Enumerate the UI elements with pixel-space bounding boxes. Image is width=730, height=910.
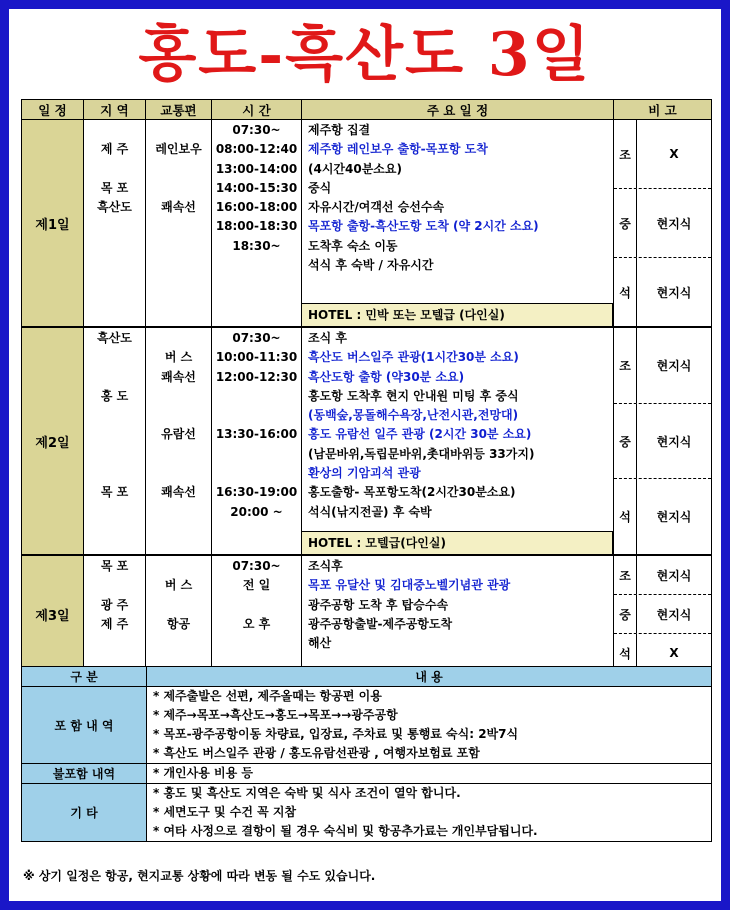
info-label: 기 타 (22, 784, 147, 842)
time-line (212, 596, 301, 615)
meal-type: 석 (614, 479, 637, 554)
time-line (212, 464, 301, 483)
transport-line: 유람선 (161, 427, 196, 442)
schedule-line: 자유시간/여객선 승선수속 (308, 200, 445, 215)
time-cell (212, 327, 302, 555)
schedule-line: 광주공항출발-제주공항도착 (308, 616, 453, 631)
info-header-category: 구 분 (22, 667, 147, 687)
schedule-line: 조식 후 (308, 331, 347, 345)
schedule-line: 중식 (308, 180, 332, 195)
schedule-line: (동백숲,몽돌해수욕장,난전시관,전망대) (308, 408, 519, 423)
header-transport: 교통편 (146, 100, 212, 120)
meal-row (614, 120, 711, 189)
region-line (84, 522, 145, 541)
transport-cell (146, 327, 212, 555)
info-label: 불포함 내역 (22, 764, 147, 784)
transport-line (146, 160, 211, 179)
transport-line (146, 634, 211, 653)
transport-line (146, 596, 211, 615)
region-cell (84, 555, 146, 673)
schedule-lines (302, 329, 613, 522)
transport-line (146, 387, 211, 406)
meal-type: 석 (614, 634, 637, 672)
footnote: ※ 상기 일정은 항공, 현지교통 상황에 따라 변동 될 수도 있습니다. (23, 869, 376, 883)
schedule-line: 홍도출항- 목포항도착(2시간30분소요) (308, 485, 516, 500)
transport-line: 버 스 (164, 578, 193, 593)
transport-line (146, 464, 211, 483)
region-line: 목 포 (100, 485, 129, 500)
meal-value: 현지식 (656, 510, 692, 525)
transport-line: 쾌속선 (161, 200, 196, 215)
time-line: 오 후 (242, 616, 271, 631)
region-line (84, 634, 145, 653)
transport-line (146, 256, 211, 275)
transport-line: 항공 (166, 616, 191, 631)
schedule-line: 해산 (308, 636, 332, 651)
meal-list (614, 328, 711, 554)
region-line (84, 425, 145, 444)
meal-type: 조 (614, 556, 637, 594)
schedule-line: 목포 유달산 및 김대중노벨기념관 관광 (308, 578, 511, 593)
time-line: 07:30~ (232, 559, 281, 573)
time-line: 18:00-18:30 (215, 219, 298, 234)
region-line (84, 217, 145, 236)
region-line (84, 160, 145, 179)
day-row (22, 120, 712, 328)
meal-type: 중 (614, 189, 637, 257)
schedule-lines (302, 121, 613, 275)
time-line: 13:30-16:00 (215, 427, 298, 442)
schedule-line: 석식(낚지전골) 후 숙박 (308, 504, 432, 519)
time-line: 10:00-11:30 (215, 350, 298, 365)
schedule-line: 흑산도항 출항 (약30분 소요) (308, 369, 465, 384)
meal-row (614, 595, 711, 634)
time-line (212, 256, 301, 275)
region-line: 목 포 (100, 559, 129, 573)
schedule-line: 도착후 숙소 이동 (308, 238, 398, 253)
time-line: 16:00-18:00 (215, 200, 298, 215)
info-line: * 세면도구 및 수건 꼭 지참 (153, 805, 297, 819)
day-label: 제3일 (22, 555, 84, 673)
meal-value: X (669, 147, 679, 161)
meal-row (614, 556, 711, 595)
region-line: 제 주 (100, 142, 129, 157)
time-line: 08:00-12:40 (215, 142, 298, 157)
time-line: 13:00-14:00 (215, 161, 298, 176)
meal-value: X (669, 646, 679, 660)
transport-line (146, 406, 211, 425)
region-line (84, 576, 145, 595)
info-header-content: 내 용 (147, 667, 712, 687)
transport-line (146, 557, 211, 576)
transport-line (146, 179, 211, 198)
meal-row (614, 328, 711, 404)
transport-line: 버 스 (164, 350, 193, 365)
time-line: 12:00-12:30 (215, 369, 298, 384)
schedule-line: 환상의 기암괴석 관광 (308, 466, 421, 481)
time-line: 전 일 (242, 578, 271, 593)
region-line (84, 406, 145, 425)
schedule-lines (302, 557, 613, 653)
meal-value: 현지식 (656, 358, 692, 373)
schedule-line: 홍도 유람선 일주 관광 (2시간 30분 소요) (308, 427, 532, 442)
time-line: 20:00 ~ (230, 504, 283, 519)
transport-line (146, 522, 211, 541)
meal-list (614, 556, 711, 672)
schedule-line: 광주공항 도착 후 탑승수속 (308, 597, 449, 612)
meal-type: 중 (614, 595, 637, 633)
time-line (212, 406, 301, 425)
schedule-line: (4시간40분소요) (308, 161, 402, 176)
schedule-cell (302, 555, 614, 673)
info-header-row (22, 667, 712, 687)
region-line: 제 주 (100, 616, 129, 631)
schedule-cell (302, 327, 614, 555)
header-schedule: 주 요 일 정 (302, 100, 614, 120)
region-line (84, 237, 145, 256)
region-cell (84, 120, 146, 328)
hotel-info: HOTEL : 모텔급(다인실) (302, 531, 613, 554)
time-line (212, 387, 301, 406)
time-cell (212, 120, 302, 328)
time-line: 16:30-19:00 (215, 485, 298, 500)
day-label: 제1일 (22, 120, 84, 328)
schedule-line: 제주항 집결 (308, 123, 371, 137)
header-time: 시 간 (212, 100, 302, 120)
header-day: 일 정 (22, 100, 84, 120)
time-line: 18:30~ (232, 238, 281, 253)
transport-line (146, 329, 211, 348)
transport-line: 쾌속선 (161, 369, 196, 384)
region-line: 목 포 (100, 180, 129, 195)
info-line: * 홍도 및 흑산도 지역은 숙박 및 식사 조건이 열악 합니다. (153, 786, 461, 800)
meal-value: 현지식 (656, 285, 692, 300)
itinerary-header-row (22, 100, 712, 120)
header-note: 비 고 (614, 100, 712, 120)
region-line (84, 464, 145, 483)
info-table (21, 666, 712, 842)
schedule-line: 목포항 출항-흑산도항 도착 (약 2시간 소요) (308, 219, 539, 234)
region-line (84, 348, 145, 367)
schedule-line: 홍도항 도착후 현지 안내원 미팅 후 중식 (308, 388, 519, 403)
info-content (147, 764, 712, 784)
info-line: * 흑산도 버스일주 관광 / 홍도유람선관광 , 여행자보험료 포함 (153, 746, 480, 760)
itinerary-table (21, 99, 712, 674)
transport-line (146, 503, 211, 522)
info-content (147, 687, 712, 764)
transport-line (146, 121, 211, 140)
region-line (84, 256, 145, 275)
time-line: 07:30~ (232, 331, 281, 345)
meal-cell (614, 555, 712, 673)
info-row (22, 687, 712, 764)
meal-row (614, 404, 711, 480)
info-line: * 여타 사정으로 결항이 될 경우 숙식비 및 항공추가료는 개인부담됩니다. (153, 824, 538, 838)
info-content (147, 784, 712, 842)
meal-value: 현지식 (656, 607, 692, 622)
time-cell (212, 555, 302, 673)
meal-type: 중 (614, 404, 637, 479)
header-region: 지 역 (84, 100, 146, 120)
region-line (84, 445, 145, 464)
transport-line: 쾌속선 (161, 485, 196, 500)
region-line (84, 503, 145, 522)
time-line (212, 634, 301, 653)
schedule-line: (남문바위,독립문바위,촛대바위등 33가지) (308, 446, 535, 461)
info-line: * 제주→목포→흑산도→홍도→목포→→광주공항 (153, 708, 398, 722)
time-line (212, 445, 301, 464)
meal-cell (614, 120, 712, 328)
day-label: 제2일 (22, 327, 84, 555)
time-line: 07:30~ (232, 123, 281, 137)
meal-row (614, 258, 711, 326)
info-line: * 개인사용 비용 등 (153, 766, 253, 780)
schedule-line: 조식후 (308, 559, 343, 573)
meal-value: 현지식 (656, 434, 692, 449)
info-line: * 목포-광주공항이동 차량료, 입장료, 주차료 및 통행료 숙식: 2박7식 (153, 727, 519, 741)
info-line: * 제주출발은 선편, 제주올때는 항공편 이용 (153, 689, 382, 703)
region-line (84, 368, 145, 387)
hotel-info: HOTEL : 민박 또는 모텔급 (다인실) (302, 303, 613, 326)
meal-value: 현지식 (656, 216, 692, 231)
region-line (84, 121, 145, 140)
info-row (22, 764, 712, 784)
meal-value: 현지식 (656, 568, 692, 583)
time-line: 14:00-15:30 (215, 180, 298, 195)
schedule-line: 석식 후 숙박 / 자유시간 (308, 258, 434, 273)
time-line (212, 522, 301, 541)
info-row (22, 784, 712, 842)
schedule-line: 흑산도 버스일주 관광(1시간30분 소요) (308, 350, 519, 365)
meal-type: 조 (614, 328, 637, 403)
transport-line (146, 217, 211, 236)
schedule-cell (302, 120, 614, 328)
transport-line: 레인보우 (155, 142, 202, 157)
meal-cell (614, 327, 712, 555)
meal-type: 조 (614, 120, 637, 188)
meal-list (614, 120, 711, 326)
region-line: 흑산도 (97, 200, 132, 215)
transport-line (146, 237, 211, 256)
transport-cell (146, 120, 212, 328)
day-row (22, 327, 712, 555)
page-title: 홍도-흑산도 3일 (138, 20, 592, 90)
region-cell (84, 327, 146, 555)
document-page (9, 9, 721, 901)
region-line: 홍 도 (100, 388, 129, 403)
transport-cell (146, 555, 212, 673)
meal-row (614, 189, 711, 258)
region-line: 흑산도 (97, 331, 132, 345)
transport-line (146, 445, 211, 464)
region-line: 광 주 (100, 597, 129, 612)
meal-row (614, 479, 711, 554)
schedule-line: 제주항 레인보우 출항-목포항 도착 (308, 142, 488, 157)
meal-type: 석 (614, 258, 637, 326)
info-label: 포 함 내 역 (22, 687, 147, 764)
day-row (22, 555, 712, 673)
